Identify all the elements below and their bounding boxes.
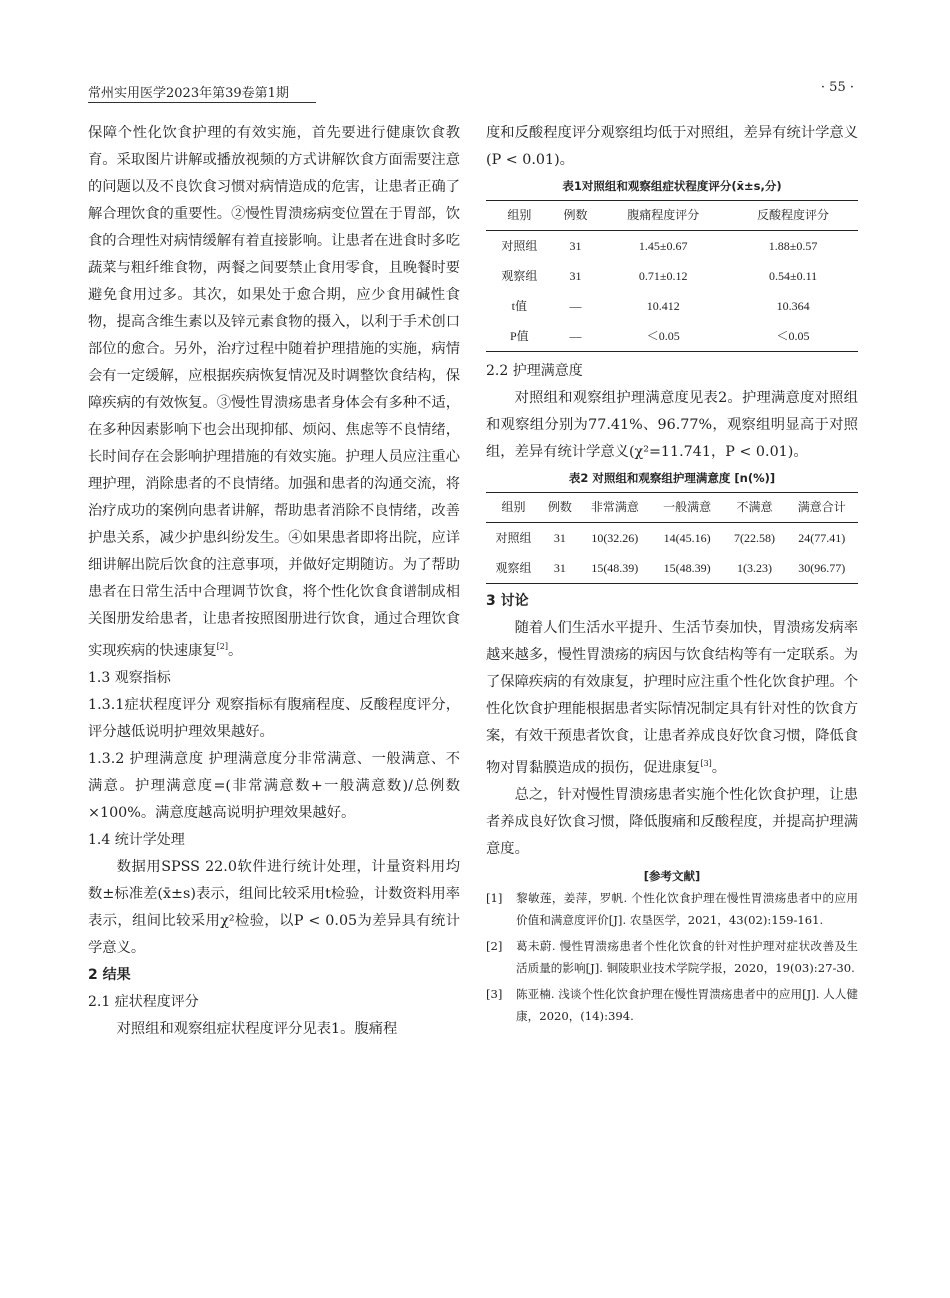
table1 <box>486 200 858 352</box>
table2-caption: 表2 对照组和观察组护理满意度 [n(%)] <box>568 471 776 485</box>
table-header: 满意合计 <box>797 500 846 514</box>
left-column <box>88 120 460 1043</box>
section-1-4-heading: 1.4 统计学处理 <box>88 831 185 848</box>
table-header: 非常满意 <box>590 500 639 514</box>
reference-number: [2] <box>486 938 503 953</box>
citation-3: [3] <box>700 759 712 768</box>
references-title: [参考文献] <box>643 868 701 883</box>
table-cell: 对照组 <box>501 238 538 253</box>
table-cell: 10(32.26) <box>591 530 639 545</box>
page-number: · 55 · <box>820 80 854 95</box>
paragraph-diet-care: 保障个性化饮食护理的有效实施，首先要进行健康饮食教育。采取图片讲解或播放视频的方式讲解饮食方面需要注意的问题以及不良饮食习惯对病情造成的危害，让患者正确了解合理饮食的重要性。②慢性胃溃疡病变位置在于胃部，饮食的合理性对病情缓解有着直接影响。让患者在进食时多吃蔬菜与粗纤维食物，两餐之间要禁止食用零食，且晚餐时要避免食用过多。其次，如果处于愈合期，应少食用碱性食物，提高含维生素以及锌元素食物的摄入，以利于手术创口部位的愈合。另外，治疗过程中随着护理措施的实施，病情会有一定缓解，应根据疾病恢复情况及时调整饮食结构，保障疾病的有效恢复。③慢性胃溃疡患者身体会有多种不适，在多种因素影响下也会出现抑郁、烦闷、焦虑等不良情绪，长时间存在会影响护理措施的有效实施。护理人员应注重心理护理，消除患者的不良情绪。加强和患者的沟通交流，将治疗成功的案例向患者讲解，帮助患者消除不良情绪，改善护患关系，减少护患纠纷发生。④如果患者即将出院，应详细讲解出院后饮食的注意事项，并做好定期随访。为了帮助患者在日常生活中合理调节饮食，将个性化饮食食谱制成相关图册发给患者，让患者按照图册进行饮食，通过合理饮食实现疾病的快速康复[2]。 <box>88 125 460 659</box>
table-header: 组别 <box>507 208 532 222</box>
table-row <box>486 261 858 291</box>
table-cell: t值 <box>511 298 527 313</box>
section-2-1-heading: 2.1 症状程度评分 <box>88 993 199 1010</box>
paragraph-2-2: 对照组和观察组护理满意度见表2。护理满意度对照组和观察组分别为77.41%、96.77%，观察组明显高于对照组，差异有统计学意义(χ²=11.741，P < 0.01)。 <box>486 390 858 460</box>
table-cell: 31 <box>553 530 566 545</box>
table-header: 组别 <box>501 500 526 514</box>
table-header-row <box>486 493 858 523</box>
paragraph-discussion-2: 总之，针对慢性胃溃疡患者实施个性化饮食护理，让患者养成良好饮食习惯，降低腹痛和反酸程度，并提高护理满意度。 <box>486 786 858 857</box>
table-cell: 1.45±0.67 <box>638 238 688 253</box>
table-header: 反酸程度评分 <box>757 208 830 222</box>
paragraph-2-1-cont: 度和反酸程度评分观察组均低于对照组，差异有统计学意义(P < 0.01)。 <box>486 125 858 168</box>
table-cell: 1(3.23) <box>736 560 772 575</box>
table-cell: 7(22.58) <box>733 530 775 545</box>
table-cell: 观察组 <box>495 560 532 575</box>
table-cell: — <box>569 328 582 343</box>
table-row <box>486 291 858 321</box>
table-row <box>486 523 858 554</box>
table-cell: ＜0.05 <box>646 328 680 343</box>
reference-number: [3] <box>486 986 503 1001</box>
right-column <box>486 120 858 1031</box>
table-cell: 31 <box>569 238 582 253</box>
reference-item <box>486 983 858 1027</box>
table-row <box>486 231 858 262</box>
table-cell: 14(45.16) <box>663 530 711 545</box>
table-header: 例数 <box>563 208 588 222</box>
reference-text: 葛未蔚. 慢性胃溃疡患者个性化饮食的针对性护理对症状改善及生活质量的影响[J]. 铜陵职业技术学院学报，2020，19(03):27-30. <box>516 938 858 975</box>
reference-text: 陈亚楠. 浅谈个性化饮食护理在慢性胃溃疡患者中的应用[J]. 人人健康，2020，(14):394. <box>516 986 858 1023</box>
table-header-row <box>486 201 858 231</box>
table-cell: 15(48.39) <box>591 560 639 575</box>
table-cell: P值 <box>509 328 529 343</box>
reference-item <box>486 935 858 979</box>
table-row <box>486 553 858 584</box>
paragraph-1-3-1: 1.3.1症状程度评分 观察指标有腹痛程度、反酸程度评分，评分越低说明护理效果越好。 <box>88 696 460 740</box>
paragraph-1-4: 数据用SPSS 22.0软件进行统计处理，计量资料用均数±标准差(x̄±s)表示，组间比较采用t检验，计数资料用率表示，组间比较采用χ²检验，以P < 0.05为差异具有统计学意义。 <box>88 858 460 956</box>
paragraph-1-3-2: 1.3.2 护理满意度 护理满意度分非常满意、一般满意、不满意。护理满意度=(非常满意数+一般满意数)/总例数×100%。满意度越高说明护理效果越好。 <box>88 750 460 821</box>
table-header: 不满意 <box>736 500 773 514</box>
table-row <box>486 321 858 352</box>
table1-caption: 表1对照组和观察组症状程度评分(x̄±s,分) <box>562 179 782 193</box>
section-2-2-heading: 2.2 护理满意度 <box>486 363 583 379</box>
reference-item <box>486 887 858 931</box>
paragraph-discussion-1: 随着人们生活水平提升、生活节奏加快，胃溃疡发病率越来越多，慢性胃溃疡的病因与饮食结构等有一定联系。为了保障疾病的有效康复，护理时应注重个性化饮食护理。个性化饮食护理能根据患者实际情况制定具有针对性的饮食方案，有效干预患者饮食，让患者养成良好饮食习惯，降低食物对胃黏膜造成的损伤，促进康复[3]。 <box>486 620 858 776</box>
table-cell: 0.54±0.11 <box>768 268 818 283</box>
table-cell: 31 <box>553 560 566 575</box>
reference-text: 黎敏莲，姜萍，罗帆. 个性化饮食护理在慢性胃溃疡患者中的应用价值和满意度评价[J]. 农垦医学，2021，43(02):159-161. <box>516 890 858 927</box>
table-cell: 15(48.39) <box>663 560 711 575</box>
section-2-heading: 2 结果 <box>88 966 131 983</box>
section-1-3-heading: 1.3 观察指标 <box>88 669 171 686</box>
table-cell: 观察组 <box>501 268 538 283</box>
table-cell: 10.364 <box>776 298 810 313</box>
journal-header: 常州实用医学2023年第39卷第1期 <box>88 82 316 103</box>
table-cell: ＜0.05 <box>776 328 810 343</box>
table-header: 腹痛程度评分 <box>627 208 700 222</box>
citation-2: [2] <box>216 642 229 651</box>
table-cell: 30(96.77) <box>798 560 846 575</box>
table2 <box>486 492 858 584</box>
paragraph-2-1: 对照组和观察组症状程度评分见表1。腹痛程 <box>116 1020 398 1037</box>
table-cell: 对照组 <box>495 530 532 545</box>
table-cell: 0.71±0.12 <box>638 268 688 283</box>
table-cell: 24(77.41) <box>798 530 846 545</box>
section-3-heading: 3 讨论 <box>486 593 529 609</box>
table-cell: 31 <box>569 268 582 283</box>
table-cell: — <box>569 298 582 313</box>
table-cell: 10.412 <box>646 298 680 313</box>
table-header: 例数 <box>547 500 572 514</box>
table-cell: 1.88±0.57 <box>768 238 818 253</box>
reference-number: [1] <box>486 890 503 905</box>
table-header: 一般满意 <box>663 500 712 514</box>
